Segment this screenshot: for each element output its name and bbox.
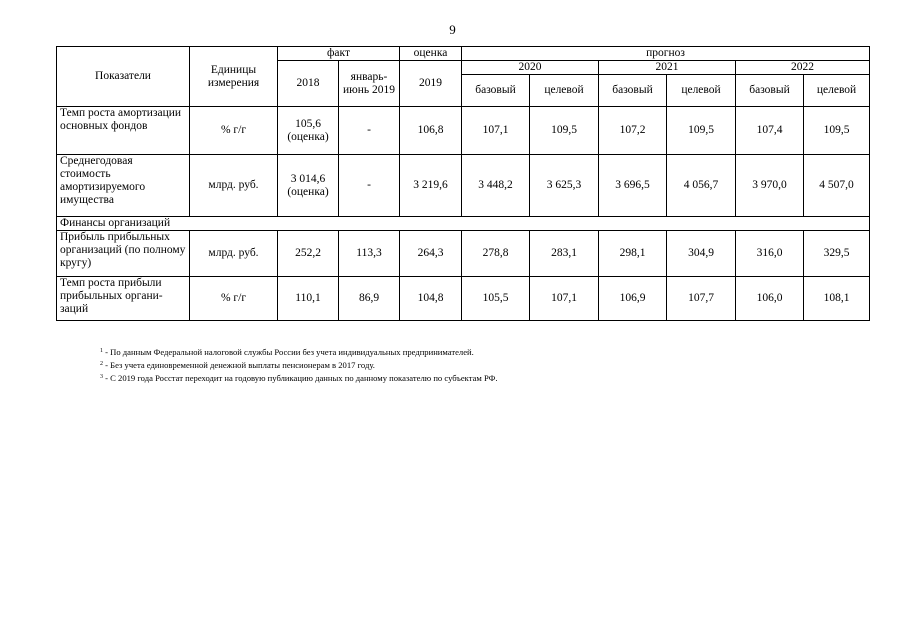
- header-2018: 2018: [278, 61, 339, 107]
- header-estimate: оценка: [400, 47, 462, 61]
- table-row: [57, 231, 870, 277]
- header-base-2022: базовый: [736, 75, 804, 107]
- header-base-2020: базовый: [462, 75, 530, 107]
- cell-2020-base: 107,1: [462, 107, 530, 155]
- cell-2021-target: 304,9: [667, 231, 736, 277]
- cell-2019: 3 219,6: [400, 155, 462, 217]
- footnote-mark: 3: [100, 374, 103, 380]
- table-row: [57, 277, 870, 321]
- cell-2020-target: 107,1: [530, 277, 599, 321]
- cell-2020-target: 3 625,3: [530, 155, 599, 217]
- row-unit: % г/г: [190, 107, 278, 155]
- footnotes: [100, 345, 498, 384]
- header-target-2020: целевой: [530, 75, 599, 107]
- header-target-2021: целевой: [667, 75, 736, 107]
- row-unit: млрд. руб.: [190, 231, 278, 277]
- header-2022: 2022: [736, 61, 870, 75]
- page-number: 9: [449, 22, 456, 37]
- header-2020: 2020: [462, 61, 599, 75]
- cell-2022-base: 106,0: [736, 277, 804, 321]
- row-unit: млрд. руб.: [190, 155, 278, 217]
- cell-2021-target: 107,7: [667, 277, 736, 321]
- cell-2022-base: 316,0: [736, 231, 804, 277]
- cell-jan-jun-2019: 86,9: [339, 277, 400, 321]
- footnote: [100, 358, 498, 371]
- footnote-text: - Без учета единовременной денежной выплаты пенсионерам в 2017 году.: [103, 360, 375, 370]
- header-2019: 2019: [400, 61, 462, 107]
- cell-2021-base: 106,9: [599, 277, 667, 321]
- header-forecast: прогноз: [462, 47, 870, 61]
- table-row: [57, 155, 870, 217]
- cell-2021-base: 298,1: [599, 231, 667, 277]
- cell-2020-base: 105,5: [462, 277, 530, 321]
- footnote: [100, 371, 498, 384]
- cell-2022-base: 3 970,0: [736, 155, 804, 217]
- section-title: Финансы организаций: [57, 217, 870, 231]
- cell-jan-jun-2019: -: [339, 155, 400, 217]
- cell-2018: 105,6 (оценка): [278, 107, 339, 155]
- row-label: Среднегодовая стоимость амортизируемого имущества: [57, 155, 190, 217]
- header-2021: 2021: [599, 61, 736, 75]
- cell-2022-target: 329,5: [804, 231, 870, 277]
- footnote-text: - По данным Федеральной налоговой службы России без учета индивидуальных предпринимателей.: [103, 347, 474, 357]
- cell-jan-jun-2019: 113,3: [339, 231, 400, 277]
- forecast-table: [56, 46, 870, 321]
- cell-2019: 104,8: [400, 277, 462, 321]
- cell-2019: 264,3: [400, 231, 462, 277]
- footnote-text: - С 2019 года Росстат переходит на годовую публикацию данных по данному показателю по субъектам РФ.: [103, 373, 498, 383]
- row-label: Прибыль прибыльных организаций (по полному кругу): [57, 231, 190, 277]
- header-indicator: Показатели: [57, 47, 190, 107]
- cell-2020-target: 283,1: [530, 231, 599, 277]
- header-target-2022: целевой: [804, 75, 870, 107]
- row-unit: % г/г: [190, 277, 278, 321]
- cell-2022-target: 108,1: [804, 277, 870, 321]
- cell-2020-base: 278,8: [462, 231, 530, 277]
- cell-2021-target: 109,5: [667, 107, 736, 155]
- cell-2018: 252,2: [278, 231, 339, 277]
- cell-2022-target: 4 507,0: [804, 155, 870, 217]
- footnote-mark: 1: [100, 348, 103, 354]
- cell-jan-jun-2019: -: [339, 107, 400, 155]
- cell-2019: 106,8: [400, 107, 462, 155]
- header-jan-jun-2019: январь-июнь 2019: [339, 61, 400, 107]
- header-fact: факт: [278, 47, 400, 61]
- cell-2018: 3 014,6 (оценка): [278, 155, 339, 217]
- cell-2022-base: 107,4: [736, 107, 804, 155]
- cell-2018: 110,1: [278, 277, 339, 321]
- header-units: Единицы измерения: [190, 47, 278, 107]
- cell-2020-base: 3 448,2: [462, 155, 530, 217]
- footnote-mark: 2: [100, 361, 103, 367]
- cell-2021-base: 107,2: [599, 107, 667, 155]
- cell-2021-target: 4 056,7: [667, 155, 736, 217]
- row-label: Темп роста прибыли прибыльных органи-заций: [57, 277, 190, 321]
- header-base-2021: базовый: [599, 75, 667, 107]
- cell-2022-target: 109,5: [804, 107, 870, 155]
- footnote: [100, 345, 498, 358]
- cell-2021-base: 3 696,5: [599, 155, 667, 217]
- table-row: [57, 107, 870, 155]
- cell-2020-target: 109,5: [530, 107, 599, 155]
- section-row: [57, 217, 870, 231]
- row-label: Темп роста амортизации основных фондов: [57, 107, 190, 155]
